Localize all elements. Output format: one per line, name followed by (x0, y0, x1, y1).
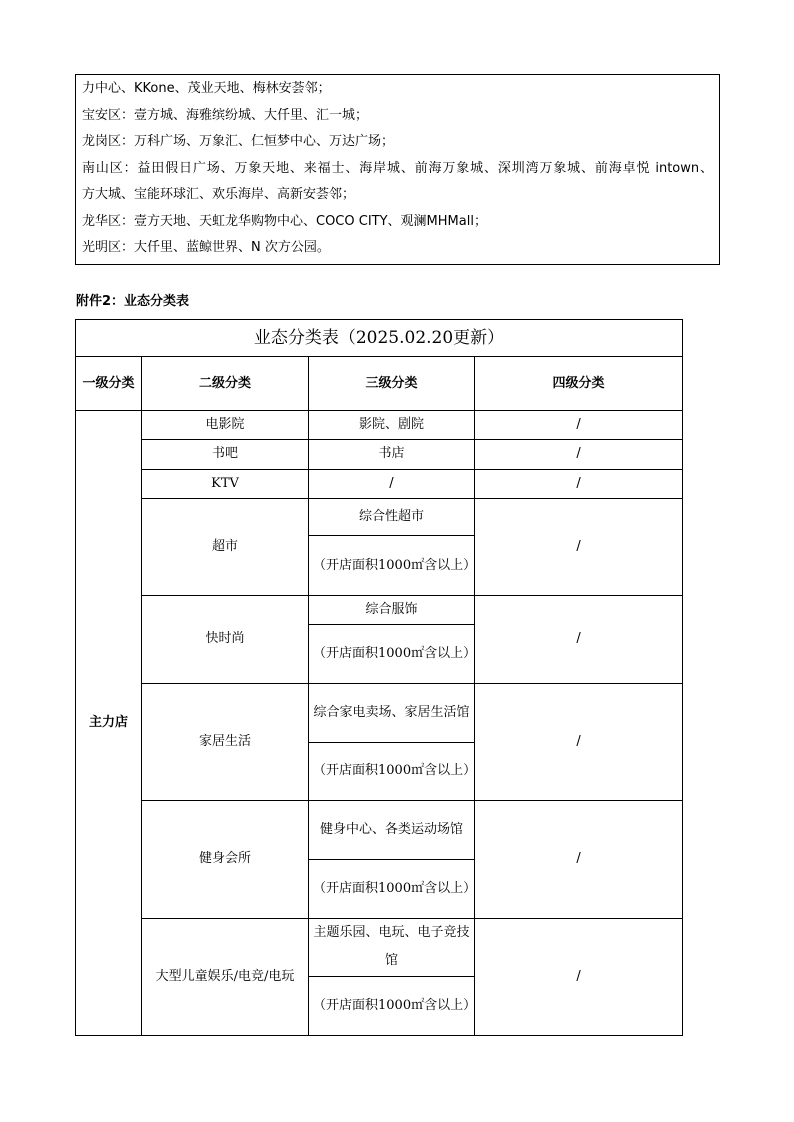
classification-table (75, 319, 683, 1036)
level2-cell: 家居生活 (142, 683, 309, 800)
level4-cell: / (475, 683, 683, 800)
header-level1: 一级分类 (76, 357, 142, 411)
level4-cell: / (475, 596, 683, 684)
level3-cell: 综合家电卖场、家居生活馆 (309, 683, 475, 742)
level2-cell: 大型儿童娱乐/电竞/电玩 (142, 918, 309, 1035)
table-title: 业态分类表（2025.02.20更新） (76, 320, 683, 357)
level4-cell: / (475, 411, 683, 440)
header-level4: 四级分类 (475, 357, 683, 411)
level3-cell: / (309, 469, 475, 498)
district-line: 力中心、KKone、茂业天地、梅林安荟邻； (82, 81, 331, 96)
level4-cell: / (475, 440, 683, 469)
size-note-cell: （开店面积1000㎡含以上） (309, 536, 475, 596)
level2-cell: 快时尚 (142, 596, 309, 684)
header-level3: 三级分类 (309, 357, 475, 411)
size-note-cell: （开店面积1000㎡含以上） (309, 859, 475, 918)
level3-cell: 综合性超市 (309, 498, 475, 535)
level3-cell: 主题乐园、电玩、电子竞技馆 (309, 918, 475, 977)
level2-cell: 电影院 (142, 411, 309, 440)
district-list-box (75, 74, 720, 265)
level3-cell: 健身中心、各类运动场馆 (309, 801, 475, 860)
level2-cell: 健身会所 (142, 801, 309, 918)
level2-cell: KTV (142, 469, 309, 498)
level1-cell: 主力店 (76, 411, 142, 1036)
district-line: 方大城、宝能环球汇、欢乐海岸、高新安荟邻； (82, 187, 356, 202)
district-line: 光明区：大仟里、蓝鲸世界、N 次方公园。 (82, 240, 330, 255)
district-line: 龙岗区：万科广场、万象汇、仁恒梦中心、万达广场； (82, 134, 395, 149)
level4-cell: / (475, 918, 683, 1035)
level4-cell: / (475, 801, 683, 918)
header-level2: 二级分类 (142, 357, 309, 411)
level4-cell: / (475, 498, 683, 595)
size-note-cell: （开店面积1000㎡含以上） (309, 625, 475, 684)
level3-cell: 书店 (309, 440, 475, 469)
district-line: 龙华区：壹方天地、天虹龙华购物中心、COCO CITY、观澜MHMall； (82, 213, 487, 229)
district-line: 南山区：益田假日广场、万象天地、来福士、海岸城、前海万象城、深圳湾万象城、前海卓悦 intown、 (82, 160, 713, 176)
level2-cell: 超市 (142, 498, 309, 595)
size-note-cell: （开店面积1000㎡含以上） (309, 742, 475, 801)
size-note-cell: （开店面积1000㎡含以上） (309, 977, 475, 1036)
level4-cell: / (475, 469, 683, 498)
level3-cell: 影院、剧院 (309, 411, 475, 440)
attachment-caption: 附件2：业态分类表 (76, 294, 190, 309)
level3-cell: 综合服饰 (309, 596, 475, 625)
district-line: 宝安区：壹方城、海雅缤纷城、大仟里、汇一城； (82, 107, 369, 123)
level2-cell: 书吧 (142, 440, 309, 469)
